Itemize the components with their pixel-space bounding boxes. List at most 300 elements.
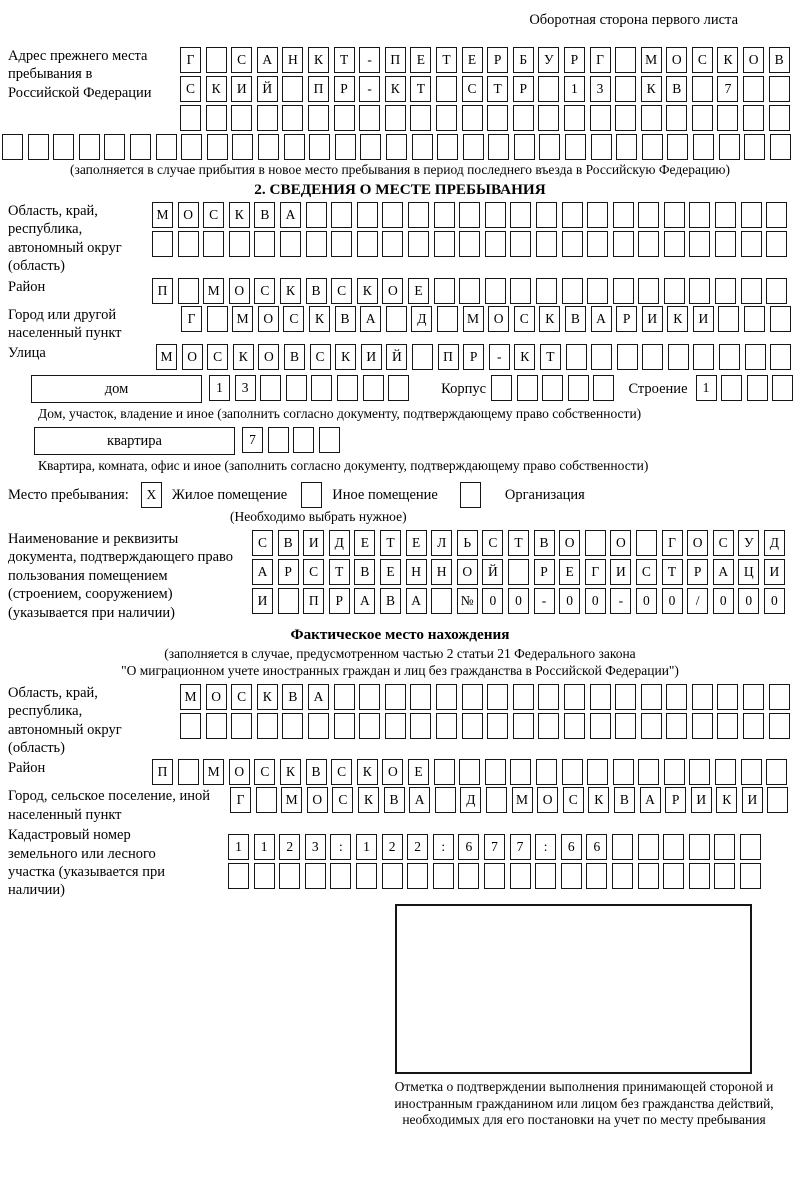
char-box[interactable] <box>206 105 227 131</box>
char-box[interactable] <box>689 863 710 889</box>
char-box[interactable] <box>152 231 173 257</box>
char-box[interactable] <box>330 863 351 889</box>
char-box[interactable]: К <box>667 306 688 332</box>
char-box[interactable] <box>268 427 289 453</box>
char-box[interactable] <box>203 231 224 257</box>
char-box[interactable] <box>319 427 340 453</box>
char-box[interactable] <box>331 231 352 257</box>
char-box[interactable] <box>741 202 762 228</box>
char-box[interactable] <box>766 202 787 228</box>
char-box[interactable] <box>436 105 457 131</box>
char-box[interactable] <box>258 134 279 160</box>
char-box[interactable]: Т <box>662 559 683 585</box>
char-box[interactable] <box>770 344 791 370</box>
char-box[interactable]: М <box>641 47 662 73</box>
char-box[interactable] <box>636 530 657 556</box>
char-box[interactable] <box>462 713 483 739</box>
char-box[interactable] <box>692 684 713 710</box>
char-box[interactable]: Е <box>410 47 431 73</box>
char-box[interactable]: 3 <box>590 76 611 102</box>
char-box[interactable] <box>459 231 480 257</box>
char-box[interactable] <box>767 787 788 813</box>
char-box[interactable] <box>308 105 329 131</box>
char-box[interactable]: В <box>254 202 275 228</box>
char-box[interactable]: И <box>764 559 785 585</box>
char-box[interactable] <box>207 306 228 332</box>
char-box[interactable] <box>664 759 685 785</box>
char-box[interactable] <box>229 231 250 257</box>
char-box[interactable] <box>638 834 659 860</box>
char-box[interactable]: К <box>233 344 254 370</box>
char-box[interactable] <box>382 863 403 889</box>
char-box[interactable] <box>538 105 559 131</box>
char-box[interactable] <box>721 375 742 401</box>
char-box[interactable] <box>284 134 305 160</box>
char-box[interactable]: Е <box>408 759 429 785</box>
char-box[interactable]: 1 <box>696 375 717 401</box>
char-box[interactable]: Н <box>406 559 427 585</box>
char-box[interactable] <box>744 134 765 160</box>
char-box[interactable] <box>664 202 685 228</box>
char-box[interactable]: У <box>538 47 559 73</box>
char-box[interactable] <box>562 231 583 257</box>
char-box[interactable] <box>410 105 431 131</box>
char-box[interactable] <box>591 134 612 160</box>
char-box[interactable] <box>536 759 557 785</box>
char-box[interactable]: К <box>308 47 329 73</box>
char-box[interactable] <box>2 134 23 160</box>
char-box[interactable] <box>692 713 713 739</box>
char-box[interactable]: Г <box>590 47 611 73</box>
char-box[interactable]: 7 <box>484 834 505 860</box>
char-box[interactable]: В <box>534 530 555 556</box>
char-box[interactable] <box>689 231 710 257</box>
char-box[interactable] <box>79 134 100 160</box>
char-box[interactable]: О <box>229 278 250 304</box>
char-box[interactable] <box>434 231 455 257</box>
char-box[interactable]: О <box>182 344 203 370</box>
char-box[interactable]: С <box>252 530 273 556</box>
checkbox-organization[interactable] <box>460 482 481 508</box>
char-box[interactable] <box>666 684 687 710</box>
char-box[interactable]: О <box>206 684 227 710</box>
char-box[interactable]: О <box>382 278 403 304</box>
char-box[interactable]: А <box>354 588 375 614</box>
char-box[interactable] <box>180 105 201 131</box>
char-box[interactable]: 6 <box>458 834 479 860</box>
char-box[interactable] <box>459 202 480 228</box>
checkbox-residential[interactable]: X <box>141 482 162 508</box>
char-box[interactable] <box>228 863 249 889</box>
char-box[interactable]: И <box>693 306 714 332</box>
char-box[interactable]: 6 <box>586 834 607 860</box>
char-box[interactable]: Т <box>540 344 561 370</box>
char-box[interactable]: : <box>433 834 454 860</box>
char-box[interactable] <box>178 278 199 304</box>
char-box[interactable] <box>539 134 560 160</box>
char-box[interactable]: 3 <box>235 375 256 401</box>
char-box[interactable]: К <box>280 759 301 785</box>
char-box[interactable]: К <box>385 76 406 102</box>
char-box[interactable]: С <box>283 306 304 332</box>
char-box[interactable] <box>311 375 332 401</box>
apartment-type-box[interactable]: квартира <box>34 427 235 455</box>
char-box[interactable] <box>436 713 457 739</box>
char-box[interactable]: Д <box>764 530 785 556</box>
char-box[interactable] <box>617 344 638 370</box>
char-box[interactable]: П <box>303 588 324 614</box>
char-box[interactable] <box>435 787 456 813</box>
char-box[interactable] <box>741 278 762 304</box>
char-box[interactable] <box>663 834 684 860</box>
char-box[interactable]: М <box>152 202 173 228</box>
char-box[interactable]: 0 <box>559 588 580 614</box>
char-box[interactable]: Е <box>559 559 580 585</box>
char-box[interactable]: О <box>610 530 631 556</box>
char-box[interactable]: К <box>716 787 737 813</box>
char-box[interactable] <box>513 105 534 131</box>
char-box[interactable]: И <box>303 530 324 556</box>
char-box[interactable] <box>388 375 409 401</box>
char-box[interactable]: П <box>152 759 173 785</box>
char-box[interactable] <box>386 306 407 332</box>
char-box[interactable]: Г <box>181 306 202 332</box>
char-box[interactable] <box>565 134 586 160</box>
char-box[interactable]: П <box>385 47 406 73</box>
char-box[interactable] <box>510 863 531 889</box>
char-box[interactable]: П <box>152 278 173 304</box>
char-box[interactable]: С <box>332 787 353 813</box>
char-box[interactable] <box>642 344 663 370</box>
char-box[interactable] <box>715 278 736 304</box>
char-box[interactable] <box>769 76 790 102</box>
char-box[interactable]: Р <box>564 47 585 73</box>
char-box[interactable]: С <box>563 787 584 813</box>
char-box[interactable] <box>231 105 252 131</box>
char-box[interactable]: С <box>231 684 252 710</box>
char-box[interactable] <box>28 134 49 160</box>
char-box[interactable] <box>260 375 281 401</box>
char-box[interactable]: В <box>335 306 356 332</box>
char-box[interactable]: Н <box>431 559 452 585</box>
char-box[interactable] <box>693 344 714 370</box>
char-box[interactable]: О <box>382 759 403 785</box>
char-box[interactable]: / <box>687 588 708 614</box>
char-box[interactable] <box>308 713 329 739</box>
char-box[interactable] <box>564 713 585 739</box>
char-box[interactable]: У <box>738 530 759 556</box>
char-box[interactable] <box>770 134 791 160</box>
char-box[interactable] <box>356 863 377 889</box>
char-box[interactable] <box>743 105 764 131</box>
char-box[interactable] <box>337 375 358 401</box>
char-box[interactable] <box>436 76 457 102</box>
char-box[interactable] <box>769 713 790 739</box>
char-box[interactable]: 1 <box>209 375 230 401</box>
char-box[interactable]: Й <box>386 344 407 370</box>
char-box[interactable] <box>692 76 713 102</box>
char-box[interactable]: 1 <box>254 834 275 860</box>
char-box[interactable]: 0 <box>764 588 785 614</box>
char-box[interactable]: - <box>359 47 380 73</box>
char-box[interactable] <box>663 863 684 889</box>
char-box[interactable] <box>104 134 125 160</box>
char-box[interactable]: 0 <box>662 588 683 614</box>
char-box[interactable] <box>513 713 534 739</box>
char-box[interactable] <box>747 375 768 401</box>
checkbox-other-premises[interactable] <box>301 482 322 508</box>
char-box[interactable]: Н <box>282 47 303 73</box>
char-box[interactable]: К <box>229 202 250 228</box>
char-box[interactable]: Е <box>408 278 429 304</box>
char-box[interactable] <box>359 105 380 131</box>
char-box[interactable] <box>769 105 790 131</box>
char-box[interactable] <box>638 759 659 785</box>
char-box[interactable]: О <box>178 202 199 228</box>
char-box[interactable]: А <box>591 306 612 332</box>
char-box[interactable] <box>437 306 458 332</box>
char-box[interactable]: Г <box>180 47 201 73</box>
char-box[interactable] <box>386 134 407 160</box>
char-box[interactable]: Е <box>380 559 401 585</box>
char-box[interactable] <box>385 684 406 710</box>
char-box[interactable] <box>561 863 582 889</box>
char-box[interactable]: А <box>406 588 427 614</box>
char-box[interactable]: С <box>482 530 503 556</box>
char-box[interactable]: Р <box>687 559 708 585</box>
char-box[interactable] <box>666 105 687 131</box>
char-box[interactable] <box>613 278 634 304</box>
char-box[interactable]: К <box>257 684 278 710</box>
char-box[interactable] <box>612 834 633 860</box>
char-box[interactable] <box>538 684 559 710</box>
char-box[interactable] <box>282 105 303 131</box>
char-box[interactable] <box>689 278 710 304</box>
char-box[interactable]: А <box>360 306 381 332</box>
char-box[interactable] <box>434 202 455 228</box>
char-box[interactable] <box>615 105 636 131</box>
char-box[interactable] <box>431 588 452 614</box>
char-box[interactable]: М <box>512 787 533 813</box>
char-box[interactable]: В <box>666 76 687 102</box>
char-box[interactable]: А <box>280 202 301 228</box>
char-box[interactable] <box>641 713 662 739</box>
char-box[interactable]: Р <box>334 76 355 102</box>
char-box[interactable]: А <box>252 559 273 585</box>
char-box[interactable] <box>536 231 557 257</box>
char-box[interactable] <box>766 759 787 785</box>
char-box[interactable] <box>207 134 228 160</box>
char-box[interactable]: 2 <box>382 834 403 860</box>
char-box[interactable]: О <box>743 47 764 73</box>
char-box[interactable] <box>587 759 608 785</box>
char-box[interactable] <box>664 231 685 257</box>
char-box[interactable] <box>517 375 538 401</box>
char-box[interactable] <box>280 231 301 257</box>
char-box[interactable] <box>180 713 201 739</box>
char-box[interactable] <box>487 713 508 739</box>
char-box[interactable] <box>231 713 252 739</box>
char-box[interactable] <box>715 231 736 257</box>
char-box[interactable]: М <box>232 306 253 332</box>
char-box[interactable]: : <box>330 834 351 860</box>
char-box[interactable]: К <box>335 344 356 370</box>
char-box[interactable] <box>740 834 761 860</box>
char-box[interactable] <box>53 134 74 160</box>
char-box[interactable] <box>562 278 583 304</box>
char-box[interactable]: С <box>231 47 252 73</box>
char-box[interactable] <box>689 202 710 228</box>
char-box[interactable] <box>487 105 508 131</box>
char-box[interactable] <box>434 278 455 304</box>
char-box[interactable] <box>309 134 330 160</box>
char-box[interactable]: Г <box>230 787 251 813</box>
char-box[interactable] <box>538 76 559 102</box>
char-box[interactable] <box>206 47 227 73</box>
char-box[interactable]: 0 <box>738 588 759 614</box>
char-box[interactable] <box>719 134 740 160</box>
char-box[interactable] <box>542 375 563 401</box>
char-box[interactable] <box>587 231 608 257</box>
char-box[interactable] <box>613 231 634 257</box>
char-box[interactable] <box>254 231 275 257</box>
char-box[interactable]: С <box>636 559 657 585</box>
char-box[interactable]: К <box>539 306 560 332</box>
char-box[interactable] <box>741 231 762 257</box>
char-box[interactable] <box>293 427 314 453</box>
char-box[interactable]: О <box>457 559 478 585</box>
char-box[interactable]: О <box>307 787 328 813</box>
char-box[interactable] <box>305 863 326 889</box>
char-box[interactable]: Д <box>460 787 481 813</box>
char-box[interactable] <box>360 134 381 160</box>
char-box[interactable]: К <box>588 787 609 813</box>
char-box[interactable] <box>612 863 633 889</box>
char-box[interactable]: Р <box>665 787 686 813</box>
char-box[interactable] <box>357 202 378 228</box>
char-box[interactable] <box>638 231 659 257</box>
char-box[interactable]: С <box>514 306 535 332</box>
char-box[interactable] <box>334 105 355 131</box>
char-box[interactable] <box>741 759 762 785</box>
char-box[interactable] <box>510 202 531 228</box>
char-box[interactable] <box>562 202 583 228</box>
char-box[interactable]: С <box>692 47 713 73</box>
char-box[interactable] <box>586 863 607 889</box>
char-box[interactable] <box>487 684 508 710</box>
char-box[interactable]: Б <box>513 47 534 73</box>
char-box[interactable] <box>717 684 738 710</box>
char-box[interactable]: И <box>642 306 663 332</box>
char-box[interactable]: О <box>258 344 279 370</box>
char-box[interactable] <box>282 76 303 102</box>
char-box[interactable] <box>613 202 634 228</box>
char-box[interactable] <box>458 863 479 889</box>
char-box[interactable]: Г <box>662 530 683 556</box>
char-box[interactable]: Г <box>585 559 606 585</box>
char-box[interactable] <box>536 278 557 304</box>
char-box[interactable] <box>689 759 710 785</box>
char-box[interactable] <box>587 278 608 304</box>
char-box[interactable] <box>590 105 611 131</box>
char-box[interactable] <box>638 278 659 304</box>
house-type-box[interactable]: дом <box>31 375 202 403</box>
char-box[interactable] <box>743 684 764 710</box>
char-box[interactable]: Р <box>534 559 555 585</box>
char-box[interactable]: 6 <box>561 834 582 860</box>
char-box[interactable]: 7 <box>717 76 738 102</box>
char-box[interactable] <box>508 559 529 585</box>
char-box[interactable]: И <box>742 787 763 813</box>
char-box[interactable]: С <box>713 530 734 556</box>
char-box[interactable]: А <box>257 47 278 73</box>
char-box[interactable] <box>130 134 151 160</box>
char-box[interactable] <box>335 134 356 160</box>
char-box[interactable] <box>363 375 384 401</box>
char-box[interactable] <box>410 684 431 710</box>
char-box[interactable]: Е <box>462 47 483 73</box>
char-box[interactable] <box>615 684 636 710</box>
char-box[interactable] <box>488 134 509 160</box>
char-box[interactable] <box>590 713 611 739</box>
char-box[interactable]: Т <box>410 76 431 102</box>
char-box[interactable] <box>279 863 300 889</box>
char-box[interactable]: Й <box>482 559 503 585</box>
char-box[interactable]: И <box>610 559 631 585</box>
char-box[interactable]: И <box>361 344 382 370</box>
char-box[interactable]: В <box>282 684 303 710</box>
char-box[interactable]: К <box>206 76 227 102</box>
char-box[interactable]: 0 <box>482 588 503 614</box>
char-box[interactable] <box>616 134 637 160</box>
char-box[interactable] <box>666 713 687 739</box>
char-box[interactable] <box>412 344 433 370</box>
char-box[interactable] <box>535 863 556 889</box>
char-box[interactable]: И <box>252 588 273 614</box>
char-box[interactable]: 2 <box>407 834 428 860</box>
char-box[interactable] <box>510 759 531 785</box>
char-box[interactable] <box>408 231 429 257</box>
char-box[interactable] <box>156 134 177 160</box>
char-box[interactable] <box>410 713 431 739</box>
char-box[interactable]: П <box>438 344 459 370</box>
char-box[interactable]: М <box>463 306 484 332</box>
char-box[interactable] <box>484 863 505 889</box>
char-box[interactable] <box>642 134 663 160</box>
char-box[interactable]: М <box>180 684 201 710</box>
char-box[interactable] <box>485 202 506 228</box>
char-box[interactable] <box>278 588 299 614</box>
char-box[interactable]: Д <box>411 306 432 332</box>
char-box[interactable]: О <box>229 759 250 785</box>
char-box[interactable]: С <box>180 76 201 102</box>
char-box[interactable] <box>743 713 764 739</box>
char-box[interactable] <box>718 306 739 332</box>
char-box[interactable] <box>668 344 689 370</box>
char-box[interactable] <box>178 231 199 257</box>
char-box[interactable] <box>766 231 787 257</box>
char-box[interactable]: С <box>303 559 324 585</box>
char-box[interactable] <box>359 684 380 710</box>
char-box[interactable]: 1 <box>228 834 249 860</box>
char-box[interactable] <box>334 713 355 739</box>
char-box[interactable] <box>382 202 403 228</box>
char-box[interactable]: 0 <box>508 588 529 614</box>
char-box[interactable] <box>538 713 559 739</box>
char-box[interactable] <box>257 105 278 131</box>
char-box[interactable] <box>206 713 227 739</box>
char-box[interactable] <box>641 105 662 131</box>
